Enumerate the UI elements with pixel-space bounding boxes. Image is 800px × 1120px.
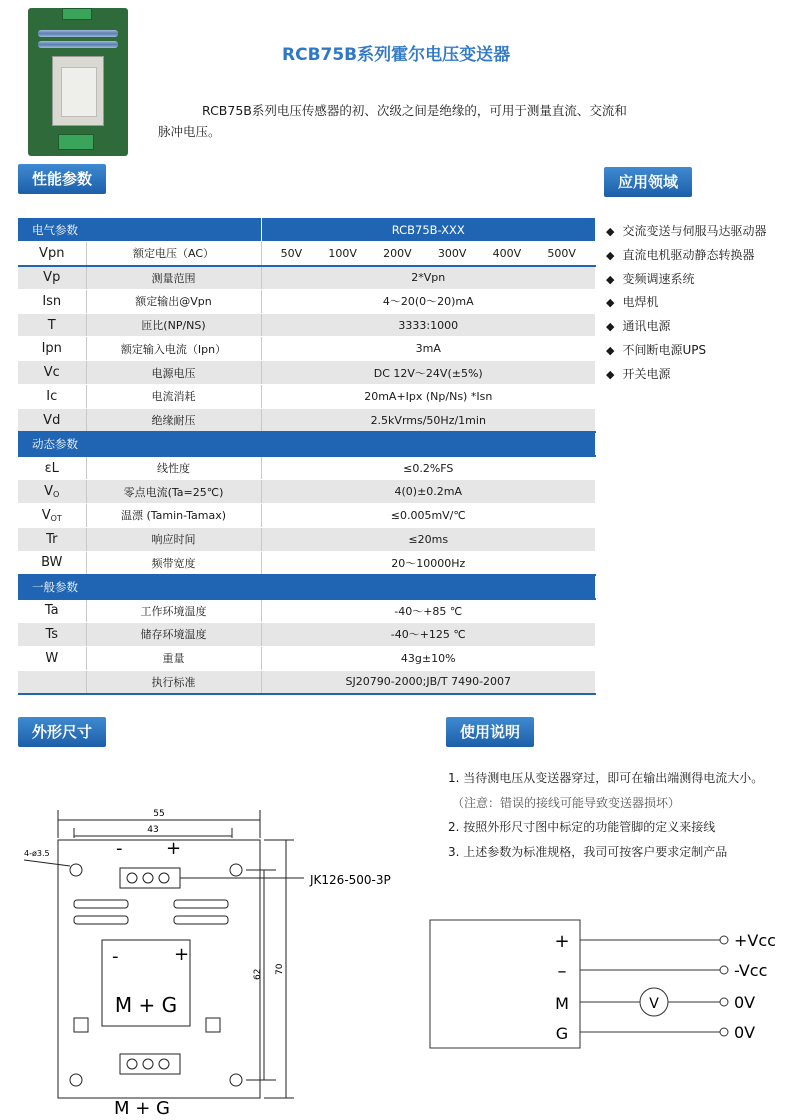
cell-symbol: W (18, 646, 86, 670)
cell-symbol: Vc (18, 361, 86, 385)
table-row (18, 646, 596, 670)
group-electrical: 电气参数 (18, 218, 261, 242)
cell-parameter: 执行标准 (86, 670, 261, 694)
cell-symbol: $V_O$ (18, 480, 86, 504)
cell-symbol: Vd (18, 408, 86, 432)
cell-parameter: 响应时间 (86, 527, 261, 551)
dimension-drawing (14, 780, 434, 1116)
group-general: 一般参数 (18, 575, 596, 599)
usage-item: 3. 上述参数为标准规格，我司可按客户要求定制产品 (448, 844, 728, 859)
module-label: M + G (114, 993, 178, 1017)
cell-value: SJ20790-2000;JB/T 7490-2007 (261, 670, 596, 694)
output-plus-vcc: +Vcc (734, 931, 776, 950)
table-row (18, 408, 596, 432)
vpn-value: 400V (492, 246, 522, 260)
section-usage: 使用说明 (446, 717, 534, 747)
application-item: ◆ 开关电源 (606, 363, 766, 387)
table-row (18, 289, 596, 313)
application-item: ◆ 通讯电源 (606, 315, 766, 339)
pin-m: M (555, 994, 569, 1013)
table-row (18, 361, 596, 385)
cell-symbol: Ta (18, 599, 86, 623)
pin-minus: – (557, 961, 567, 982)
table-row (18, 337, 596, 361)
cell-parameter: 匝比(NP/NS) (86, 313, 261, 337)
cell-symbol: BW (18, 551, 86, 575)
module-minus: - (112, 946, 119, 967)
cell-parameter: 测量范围 (86, 266, 261, 290)
output-minus-vcc: -Vcc (734, 961, 768, 980)
cell-symbol: T (18, 313, 86, 337)
voltmeter-label: V (649, 996, 659, 1012)
table-row (18, 504, 596, 528)
cell-value: -40～+125 ℃ (261, 623, 596, 647)
cell-symbol: Tr (18, 527, 86, 551)
application-item: ◆ 不间断电源UPS (606, 339, 766, 363)
cell-symbol: εL (18, 456, 86, 480)
cell-value: 4(0)±0.2mA (261, 480, 596, 504)
spec-table (18, 218, 596, 695)
table-row (18, 456, 596, 480)
cell-parameter: 额定输出@Vpn (86, 289, 261, 313)
section-performance: 性能参数 (18, 164, 106, 194)
applications-list (606, 220, 766, 387)
cell-symbol: Ts (18, 623, 86, 647)
wiring-diagram (420, 910, 790, 1060)
vpn-value: 100V (328, 246, 357, 260)
cell-parameter: 频带宽度 (86, 551, 261, 575)
usage-item: 1. 当待测电压从变送器穿过，即可在输出端测得电流大小。 (448, 771, 764, 785)
cell-value: 20～10000Hz (261, 551, 596, 575)
cell-parameter: 重量 (86, 646, 261, 670)
table-row (18, 385, 596, 409)
cell-value: 3mA (261, 337, 596, 361)
cell-value: 2*Vpn (261, 266, 596, 290)
group-dynamic: 动态参数 (18, 432, 596, 456)
dim-43-label: 43 (147, 825, 159, 835)
cell-parameter: 电源电压 (86, 361, 261, 385)
cell-parameter: 温漂 (Tamin-Tamax) (86, 504, 261, 528)
cell-symbol (18, 670, 86, 694)
cell-value: ≤0.2%FS (261, 456, 596, 480)
module-plus: + (174, 944, 190, 965)
output-0v-1: 0V (734, 993, 756, 1012)
cell-parameter: 储存环境温度 (86, 623, 261, 647)
minus-label: - (116, 838, 123, 859)
application-item: ◆ 电焊机 (606, 291, 766, 315)
cell-value: 20mA+Ipx (Np/Ns) *Isn (261, 385, 596, 409)
cell-symbol: Vp (18, 266, 86, 290)
cell-symbol: Ipn (18, 337, 86, 361)
table-row (18, 313, 596, 337)
usage-item: 2. 按照外形尺寸图中标定的功能管脚的定义来接线 (448, 820, 716, 834)
pin-g: G (555, 1024, 569, 1043)
cell-value: 3333:1000 (261, 313, 596, 337)
dim-55-label: 55 (153, 809, 165, 819)
cell-value: DC 12V～24V(±5%) (261, 361, 596, 385)
dim-62-label: 62 (253, 968, 263, 980)
hole-label: 4-ø3.5 (24, 849, 50, 858)
vpn-value: 50V (280, 246, 303, 260)
cell-parameter: 绝缘耐压 (86, 408, 261, 432)
model-label: RCB75B-XXX (261, 218, 596, 242)
table-row (18, 599, 596, 623)
bottom-label: M + G (113, 1098, 171, 1116)
cell-value: ≤20ms (261, 527, 596, 551)
cell-value: 4～20(0～20)mA (261, 289, 596, 313)
cell-parameter: 额定输入电流（Ipn） (86, 337, 261, 361)
table-row (18, 670, 596, 694)
vpn-values (262, 247, 596, 260)
cell-symbol: Ic (18, 385, 86, 409)
section-dimensions: 外形尺寸 (18, 717, 106, 747)
connector-label: JK126-500-3P (310, 873, 391, 887)
pin-plus: + (554, 931, 570, 952)
usage-item: （注意：错误的接线可能导致变送器损坏） (452, 795, 681, 810)
vpn-value: 300V (437, 246, 467, 260)
section-applications: 应用领域 (604, 167, 692, 197)
product-photo (28, 8, 128, 156)
table-row (18, 266, 596, 290)
application-item: ◆ 直流电机驱动静态转换器 (606, 244, 766, 268)
cell-parameter: 线性度 (86, 456, 261, 480)
application-item: ◆ 交流变送与伺服马达驱动器 (606, 220, 766, 244)
cell-value: 2.5kVrms/50Hz/1min (261, 408, 596, 432)
table-row: Vpn 额定电压（AC） 50V 100V 200V 300V 400V 500V (18, 242, 596, 266)
cell-parameter: 零点电流(Ta=25℃) (86, 480, 261, 504)
intro-text: RCB75B系列电压传感器的初、次级之间是绝缘的，可用于测量直流、交流和脉冲电压。 (158, 103, 627, 139)
table-row (18, 480, 596, 504)
cell-value: -40～+85 ℃ (261, 599, 596, 623)
table-row (18, 551, 596, 575)
cell-value: ≤0.005mV/℃ (261, 504, 596, 528)
plus-label: + (166, 838, 182, 859)
dim-70-label: 70 (275, 963, 285, 975)
cell-parameter: 工作环境温度 (86, 599, 261, 623)
table-row (18, 527, 596, 551)
cell-parameter: 电流消耗 (86, 385, 261, 409)
page-title: RCB75B系列霍尔电压变送器 (282, 45, 511, 65)
cell-value: 43g±10% (261, 646, 596, 670)
usage-list (448, 766, 763, 864)
cell-symbol: $V_{OT}$ (18, 504, 86, 528)
table-row (18, 623, 596, 647)
application-item: ◆ 变频调速系统 (606, 268, 766, 292)
vpn-value: 200V (383, 246, 412, 260)
vpn-value: 500V (547, 246, 576, 260)
cell-symbol: Isn (18, 289, 86, 313)
output-0v-2: 0V (734, 1023, 756, 1042)
